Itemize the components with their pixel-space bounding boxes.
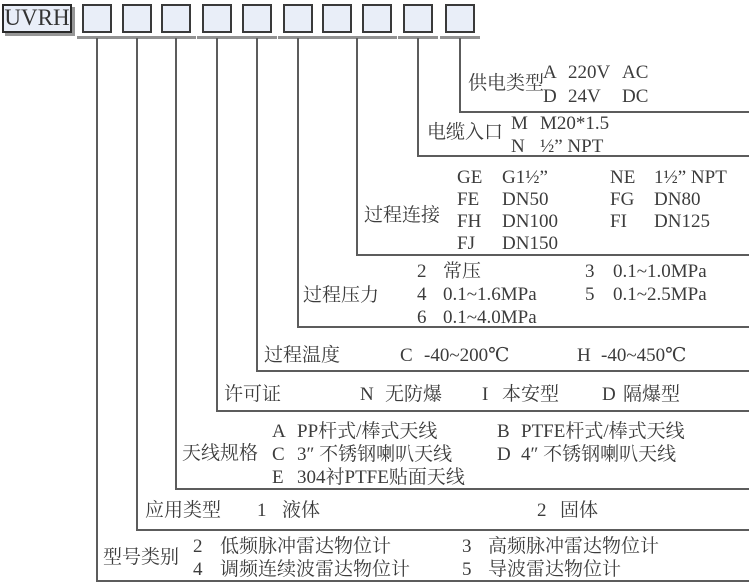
option-desc: 1½” NPT [654,167,727,188]
option-desc: PP杆式/棒式天线 [297,421,438,442]
option-desc: 调频连续波雷达物位计 [220,559,411,580]
model-prefix-box: UVRH [2,4,72,33]
option-desc: 3″ 不锈钢喇叭天线 [297,444,453,465]
option-desc: 0.1~4.0MPa [443,307,537,328]
option-unit: DC [622,86,649,107]
option-code: 4 [193,559,203,580]
code-box-2 [122,4,152,33]
option-code: B [497,421,510,442]
row-label-certification: 许可证 [224,384,282,405]
option-code: 3 [462,536,472,557]
option-desc: 隔爆型 [623,384,681,405]
option-desc: ½” NPT [540,136,604,157]
option-desc: 固体 [560,500,599,521]
code-box-9 [403,4,433,33]
option-desc: 高频脉冲雷达物位计 [488,536,660,557]
option-code: A [543,62,557,83]
option-desc: -40~450℃ [601,345,687,366]
code-box-3 [161,4,191,33]
option-desc: DN100 [502,211,558,232]
option-value: 24V [568,86,601,107]
option-desc: 0.1~1.6MPa [443,284,537,305]
option-code: D [497,444,511,465]
option-code: D [602,384,616,405]
option-code: A [272,421,286,442]
code-box-5 [242,4,272,33]
option-desc: 低频脉冲雷达物位计 [220,536,392,557]
row-label-process-temperature: 过程温度 [264,345,341,366]
option-code: D [543,86,557,107]
option-code: 5 [462,559,472,580]
option-code: GE [457,167,483,188]
option-code: C [272,444,285,465]
code-box-6 [283,4,313,33]
option-desc: G1½” [502,167,548,188]
option-code: 1 [257,500,267,521]
code-box-4 [202,4,232,33]
row-label-cable-entry: 电缆入口 [427,122,504,143]
option-code: FJ [457,233,475,254]
option-desc: 4″ 不锈钢喇叭天线 [521,444,677,465]
row-label-model-category: 型号类别 [103,547,180,568]
option-code: FG [610,189,635,210]
option-desc: 常压 [443,261,482,282]
option-desc: DN150 [502,233,558,254]
option-code: N [360,384,374,405]
option-desc: M20*1.5 [540,113,610,134]
option-desc: 导波雷达物位计 [488,559,622,580]
option-code: 4 [417,284,427,305]
option-code: 2 [417,261,427,282]
code-box-8 [362,4,392,33]
row-label-process-pressure: 过程压力 [303,285,380,306]
option-code: FH [457,211,482,232]
option-desc: -40~200℃ [424,345,510,366]
option-code: N [511,136,525,157]
option-desc: 无防爆 [385,384,443,405]
option-code: FI [610,211,627,232]
option-code: I [482,384,489,405]
option-desc: 304衬PTFE贴面天线 [297,467,465,488]
option-code: C [400,345,413,366]
option-code: NE [610,167,636,188]
row-label-power-supply: 供电类型 [468,73,545,94]
option-desc: 液体 [282,500,321,521]
option-code: H [577,345,591,366]
row-label-application-type: 应用类型 [145,500,222,521]
option-code: 5 [585,284,595,305]
option-desc: DN50 [502,189,549,210]
row-label-antenna-spec: 天线规格 [182,443,259,464]
option-desc: 本安型 [502,384,560,405]
option-desc: DN80 [654,189,701,210]
option-code: FE [457,189,480,210]
option-desc: PTFE杆式/棒式天线 [521,421,685,442]
option-code: E [272,467,284,488]
option-code: 6 [417,307,427,328]
option-desc: 0.1~2.5MPa [613,284,707,305]
option-code: 2 [537,500,547,521]
option-unit: AC [622,62,649,83]
option-desc: 0.1~1.0MPa [613,261,707,282]
row-label-process-connection: 过程连接 [364,205,441,226]
option-code: 3 [585,261,595,282]
code-box-7 [322,4,352,33]
option-value: 220V [568,62,611,83]
code-box-10 [445,4,475,33]
option-code: 2 [193,536,203,557]
option-desc: DN125 [654,211,710,232]
code-box-1 [82,4,112,33]
option-code: M [511,113,528,134]
